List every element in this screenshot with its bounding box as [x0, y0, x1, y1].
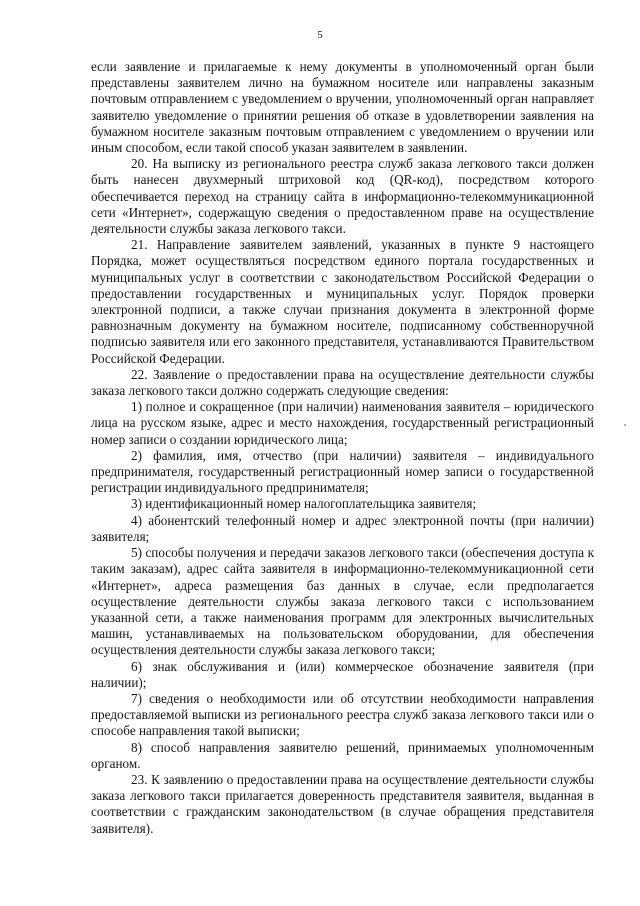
document-body: [91, 59, 594, 837]
list-item-4: 4) абонентский телефонный номер и адрес электронной почты (при наличии) заявителя;: [91, 512, 594, 544]
list-item-5: 5) способы получения и передачи заказов легкового такси (обеспечения доступа к таким заказам), адрес сайта заявителя в информационно-телекоммуникационной сети «Интернет», адреса размещения баз данных в случае, если предполагается осуществление деятельности службы заказа легкового такси с использованием указанной сети, а также наименования программ для электронных вычислительных машин, устанавливаемых на пользовательском оборудовании, для обеспечения осуществления деятельности службы заказа легкового такси;: [91, 545, 594, 658]
paragraph-20: 20. На выписку из регионального реестра служб заказа легкового такси должен быть нанесен двухмерный штриховой код (QR-код), посредством которого обеспечивается переход на страницу сайта в информационно-телекоммуникационной сети «Интернет», содержащую сведения о предоставленном праве на осуществление деятельности службы заказа легкового такси.: [91, 156, 594, 237]
paragraph-23: 23. К заявлению о предоставлении права на осуществление деятельности службы заказа легкового такси прилагается доверенность представителя заявителя, выданная в соответствии с гражданским законодательством (в случае обращения представителя заявителя).: [91, 771, 594, 836]
list-item-3: 3) идентификационный номер налогоплательщика заявителя;: [131, 496, 477, 512]
paragraph-21: 21. Направление заявителем заявлений, указанных в пункте 9 настоящего Порядка, может осуществляться посредством единого портала государственных и муниципальных услуг в соответствии с законодательством Российской Федерации о предоставлении государственных и муниципальных услуг. Порядок проверки электронной подписи, а также случаи признания документа в электронной форме равнозначным документу на бумажном носителе, подписанному собственноручной подписью заявителя или его законного представителя, устанавливаются Правительством Российской Федерации.: [91, 237, 594, 366]
scan-margin-dot: [624, 424, 626, 426]
list-item-2: 2) фамилия, имя, отчество (при наличии) заявителя – индивидуального предпринимателя, государственный регистрационный номер записи о государственной регистрации индивидуального предпринимателя;: [91, 447, 594, 496]
paragraph-continuation: если заявление и прилагаемые к нему документы в уполномоченный орган были представлены заявителем лично на бумажном носителе или направлены заказным почтовым отправлением с уведомлением о вручении, уполномоченный орган направляет заявителю уведомление о принятии решения об отказе в удовлетворении заявления на бумажном носителе заказным почтовым отправлением с уведомлением о вручении или иным способом, если такой способ указан заявителем в заявлении.: [91, 59, 594, 156]
paragraph-22: 22. Заявление о предоставлении права на осуществление деятельности службы заказа легкового такси должно содержать следующие сведения:: [91, 366, 594, 399]
list-item-1: 1) полное и сокращенное (при наличии) наименования заявителя – юридического лица на русском языке, адрес и место нахождения, государственный регистрационный номер записи о создании юридического лица;: [91, 399, 594, 447]
list-item-8: 8) способ направления заявителю решений, принимаемых уполномоченным органом.: [91, 739, 594, 771]
list-item-6: 6) знак обслуживания и (или) коммерческое обозначение заявителя (при наличии);: [91, 658, 594, 690]
list-item-7: 7) сведения о необходимости или об отсутствии необходимости направления предоставляемой выписки из регионального реестра служб заказа легкового такси или о способе направления такой выписки;: [91, 690, 594, 739]
page-number: 5: [317, 29, 323, 41]
